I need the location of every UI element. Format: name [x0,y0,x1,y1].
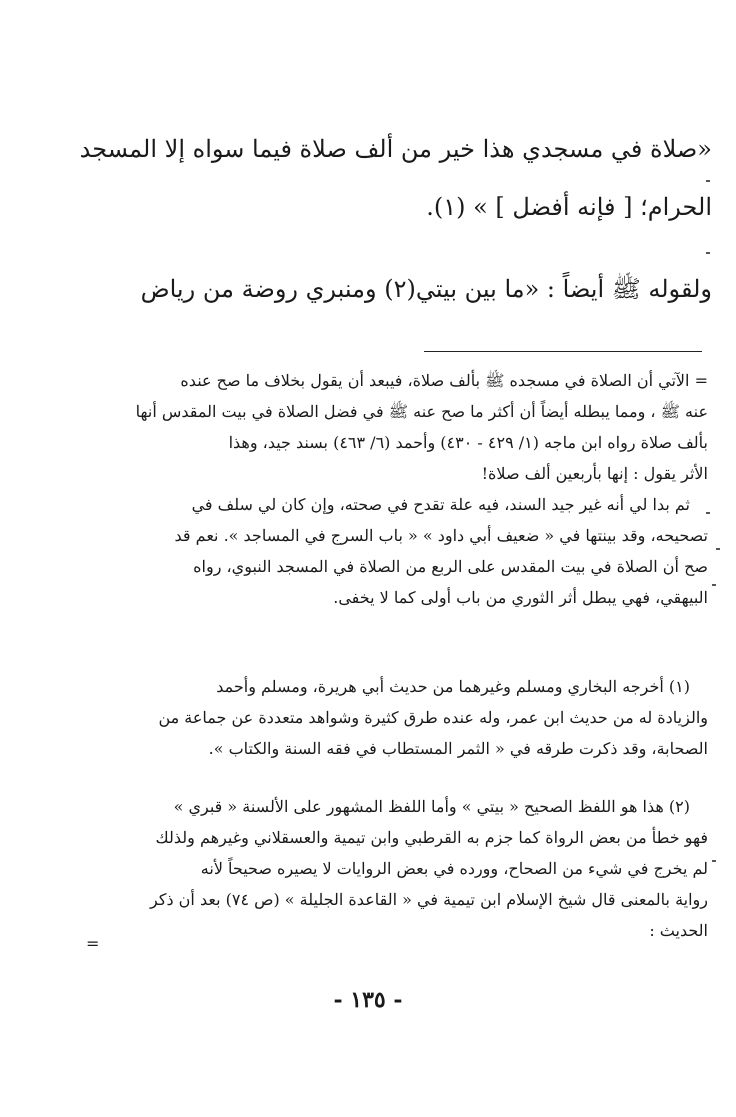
footnote-line: صح أن الصلاة في بيت المقدس على الربع من الصلاة في المسجد النبوي، رواه [193,557,708,576]
footnote-line: البيهقي، فهي يبطل أثر الثوري من باب أولى كما لا يخفى. [333,588,708,607]
main-text [75,120,712,236]
footnote-line: (٢) هذا هو اللفظ الصحيح « بيتي » وأما اللفظ المشهور على الألسنة « قبري » [173,797,690,816]
scan-edge-mark [716,548,720,550]
main-text-line: ولقوله ﷺ أيضاً : «ما بين بيتي(٢) ومنبري روضة من رياض [140,275,712,303]
main-text [75,260,712,318]
footnote-continuation [48,365,708,613]
footnote-1 [48,671,708,764]
footnote-line: بألف صلاة رواه ابن ماجه (١/ ٤٢٩ - ٤٣٠) وأحمد (٦/ ٤٦٣) بسند جيد، وهذا [228,433,708,452]
scan-edge-mark [712,860,716,862]
footnote-line: رواية بالمعنى قال شيخ الإسلام ابن تيمية في « القاعدة الجليلة » (ص ٧٤) بعد أن ذكر [150,890,708,909]
footnote-line: = الآتي أن الصلاة في مسجده ﷺ بألف صلاة، فيبعد أن يقول بخلاف ما صح عنده [180,371,708,390]
footnote-line: لم يخرج في شيء من الصحاح، وورده في بعض الروايات لا يصيره صحيحاً لأنه [200,859,708,878]
footnote-line: الحديث : [649,921,708,940]
footnote-line: والزيادة له من حديث ابن عمر، وله عنده طرق كثيرة وشواهد متعددة عن جماعة من [158,708,708,727]
footnote-separator [424,351,702,352]
footnote-2 [48,791,708,946]
main-text-line: «صلاة في مسجدي هذا خير من ألف صلاة فيما سواه إلا المسجد [79,135,712,163]
footnote-line: فهو خطأ من بعض الرواة كما جزم به القرطبي وابن تيمية والعسقلاني وغيرهم ولذلك [155,828,708,847]
footnote-line: عنه ﷺ ، ومما يبطله أيضاً أن أكثر ما صح عنه ﷺ في فضل الصلاة في بيت المقدس أنها [135,402,708,421]
footnote-line: (١) أخرجه البخاري ومسلم وغيرهما من حديث أبي هريرة، ومسلم وأحمد [216,677,690,696]
main-text-line: الحرام؛ [ فإنه أفضل ] » (١). [426,193,712,221]
footnote-line: ثم بدا لي أنه غير جيد السند، فيه علة تقدح في صحته، وإن كان لي سلف في [191,495,690,514]
footnote-line: الصحابة، وقد ذكرت طرقه في « الثمر المستطاب في فقه السنة والكتاب ». [208,739,708,758]
page-number: - ١٣٥ - [333,987,403,1013]
footnote-line: الأثر يقول : إنها بأربعين ألف صلاة! [481,464,708,483]
scan-edge-mark [706,512,710,514]
scan-edge-mark [706,180,710,182]
continues-mark: = [86,934,100,953]
footnote-line: تصحيحه، وقد بينتها في « ضعيف أبي داود » « باب السرج في المساجد ». نعم قد [174,526,708,545]
scan-edge-mark [706,252,710,254]
scan-edge-mark [712,584,716,586]
